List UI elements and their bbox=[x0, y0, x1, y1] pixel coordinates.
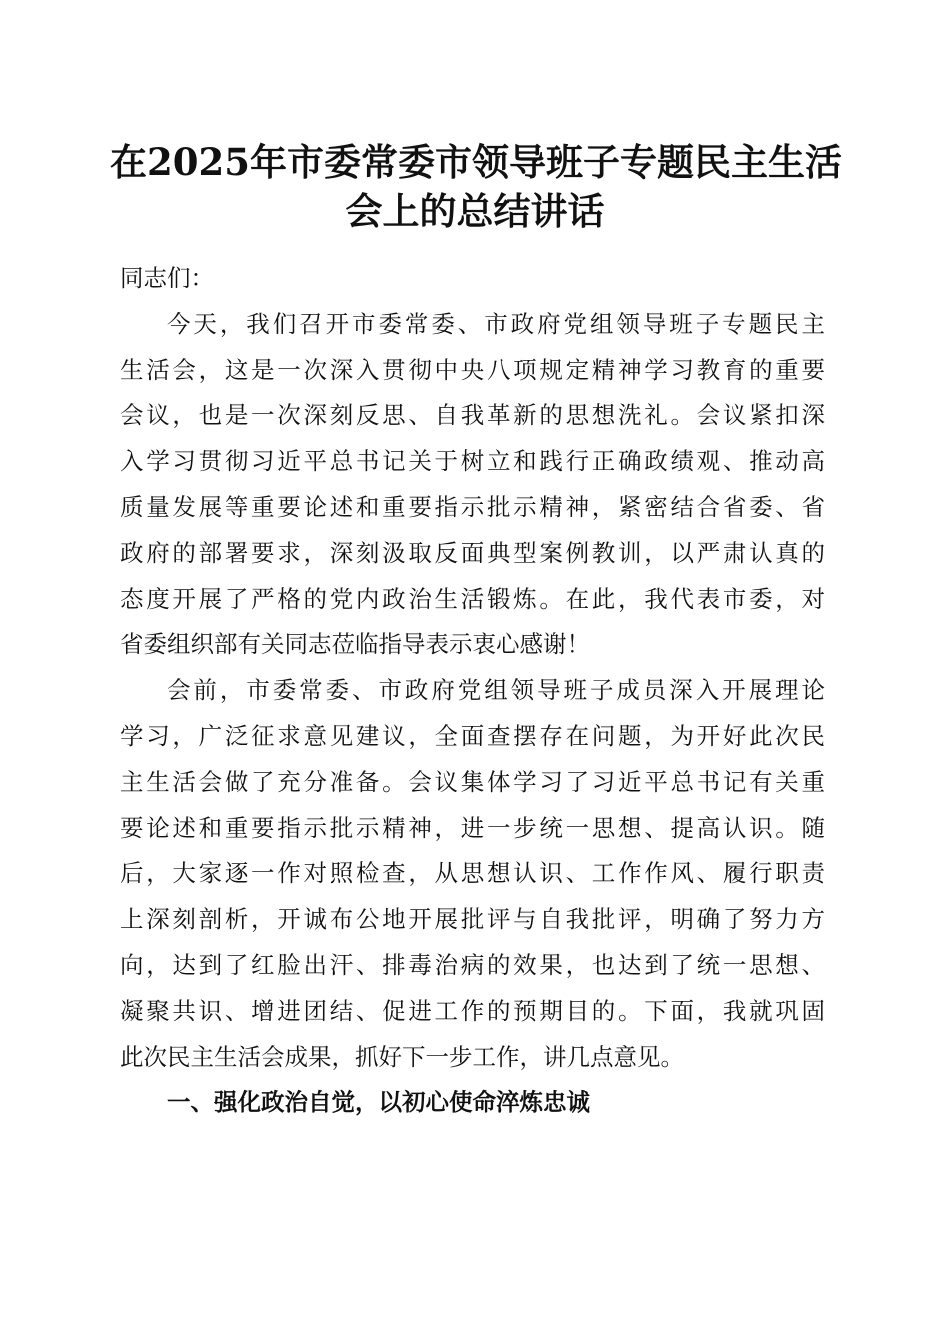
paragraph-line: 今天，我们召开市委常委、市政府党组领导班子专题民主 bbox=[167, 309, 825, 338]
paragraph-line: 向，达到了红脸出汗、排毒治病的效果，也达到了统一思想、 bbox=[120, 950, 825, 979]
paragraph-2 bbox=[120, 668, 825, 1080]
paragraph-line: 入学习贯彻习近平总书记关于树立和践行正确政绩观、推动高 bbox=[120, 447, 825, 476]
paragraph-line: 省委组织部有关同志莅临指导表示衷心感谢！ bbox=[120, 630, 590, 659]
paragraph-line: 政府的部署要求，深刻汲取反面典型案例教训，以严肃认真的 bbox=[120, 538, 825, 567]
section-heading: 一、强化政治自觉，以初心使命淬炼忠诚 bbox=[167, 1088, 590, 1117]
paragraph-line: 后，大家逐一作对照检查，从思想认识、工作作风、履行职责 bbox=[120, 859, 825, 888]
paragraph-line: 质量发展等重要论述和重要指示批示精神，紧密结合省委、省 bbox=[120, 492, 825, 521]
title-line: 在2025年市委常委市领导班子专题民主生活 bbox=[110, 140, 842, 184]
paragraph-line: 要论述和重要指示批示精神，进一步统一思想、提高认识。随 bbox=[120, 813, 825, 842]
paragraph-line: 会前，市委常委、市政府党组领导班子成员深入开展理论 bbox=[167, 676, 825, 705]
paragraph-line: 态度开展了严格的党内政治生活锻炼。在此，我代表市委，对 bbox=[120, 584, 825, 613]
paragraph-line: 此次民主生活会成果，抓好下一步工作，讲几点意见。 bbox=[120, 1042, 684, 1071]
document-title bbox=[110, 138, 840, 236]
paragraph-line: 生活会，这是一次深入贯彻中央八项规定精神学习教育的重要 bbox=[120, 355, 825, 384]
title-line: 会上的总结讲话 bbox=[345, 189, 605, 233]
document-body bbox=[120, 256, 825, 1126]
paragraph-line: 学习，广泛征求意见建议，全面查摆存在问题，为开好此次民 bbox=[120, 721, 825, 750]
paragraph-line: 主生活会做了充分准备。会议集体学习了习近平总书记有关重 bbox=[120, 767, 825, 796]
salutation: 同志们： bbox=[120, 264, 214, 292]
paragraph-line: 凝聚共识、增进团结、促进工作的预期目的。下面，我就巩固 bbox=[120, 996, 825, 1025]
paragraph-line: 会议，也是一次深刻反思、自我革新的思想洗礼。会议紧扣深 bbox=[120, 401, 825, 430]
paragraph-line: 上深刻剖析，开诚布公地开展批评与自我批评，明确了努力方 bbox=[120, 905, 825, 934]
paragraph-1 bbox=[120, 302, 825, 668]
